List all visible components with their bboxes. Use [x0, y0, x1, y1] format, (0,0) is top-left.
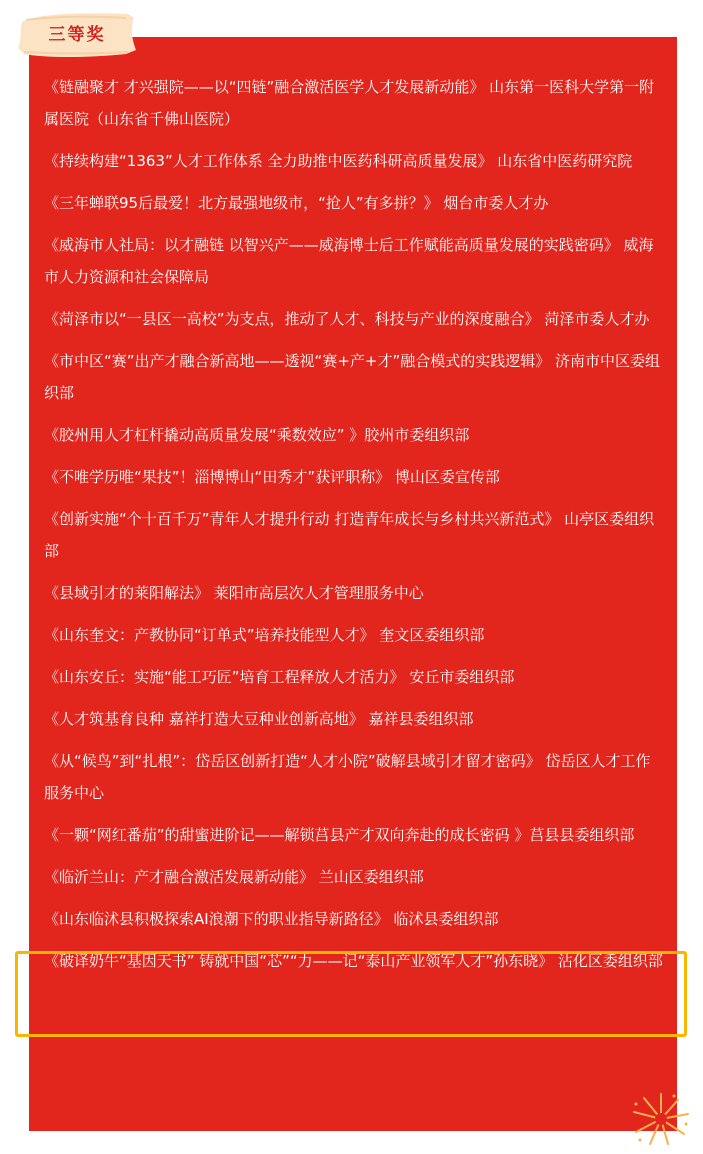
list-item: 《山东安丘：实施“能工巧匠”培育工程释放人才活力》 安丘市委组织部 [44, 668, 515, 686]
list-item: 《链融聚才 才兴强院——以“四链”融合激活医学人才发展新动能》 山东第一医科大学第一附属医院（山东省千佛山医院） [44, 78, 655, 128]
list-item: 《临沂兰山：产才融合激活发展新动能》 兰山区委组织部 [44, 868, 424, 886]
list-item: 《人才筑基育良种 嘉祥打造大豆种业创新高地》 嘉祥县委组织部 [44, 710, 474, 728]
award-level-label: 三等奖 [48, 25, 106, 45]
list-item: 《持续构建“1363”人才工作体系 全力助推中医药科研高质量发展》 山东省中医药研究院 [44, 152, 633, 170]
list-item: 《山东临沭县积极探索AI浪潮下的职业指导新路径》 临沭县委组织部 [44, 910, 499, 928]
list-item: 《山东奎文：产教协同“订单式”培养技能型人才》 奎文区委组织部 [44, 626, 485, 644]
list-item: 《破译奶牛“基因天书” 铸就中国“芯”“力——记“泰山产业领军人才”孙东晓》 沾化区委组织部 [44, 952, 663, 970]
list-item: 《县域引才的莱阳解法》 莱阳市高层次人才管理服务中心 [44, 584, 424, 602]
list-item: 《一颗“网红番茄”的甜蜜进阶记——解锁莒县产才双向奔赴的成长密码 》莒县县委组织部 [44, 826, 635, 844]
list-item: 《市中区“赛”出产才融合新高地——透视“赛+产+才”融合模式的实践逻辑》 济南市中区委组织部 [44, 352, 660, 402]
list-item: 《创新实施“个十百千万”青年人才提升行动 打造青年成长与乡村共兴新范式》 山亭区委组织部 [44, 510, 655, 560]
list-item: 《从“候鸟”到“扎根”：岱岳区创新打造“人才小院”破解县域引才留才密码》 岱岳区人才工作服务中心 [44, 752, 651, 802]
list-item: 《三年蝉联95后最爱！北方最强地级市，“抢人”有多拼？》 烟台市委人才办 [44, 194, 549, 212]
award-tag [16, 8, 138, 62]
list-item: 《胶州用人才杠杆撬动高质量发展“乘数效应” 》胶州市委组织部 [44, 426, 470, 444]
list-item: 《不唯学历唯“果技”！淄博博山“田秀才”获评职称》 博山区委宣传部 [44, 468, 500, 486]
list-item: 《菏泽市以“一县区一高校”为支点，推动了人才、科技与产业的深度融合》 菏泽市委人才办 [44, 310, 650, 328]
firework-icon [630, 1090, 692, 1148]
winner-list [44, 71, 664, 987]
list-item: 《威海市人社局：以才融链 以智兴产——威海博士后工作赋能高质量发展的实践密码》 威海市人力资源和社会保障局 [44, 236, 654, 286]
